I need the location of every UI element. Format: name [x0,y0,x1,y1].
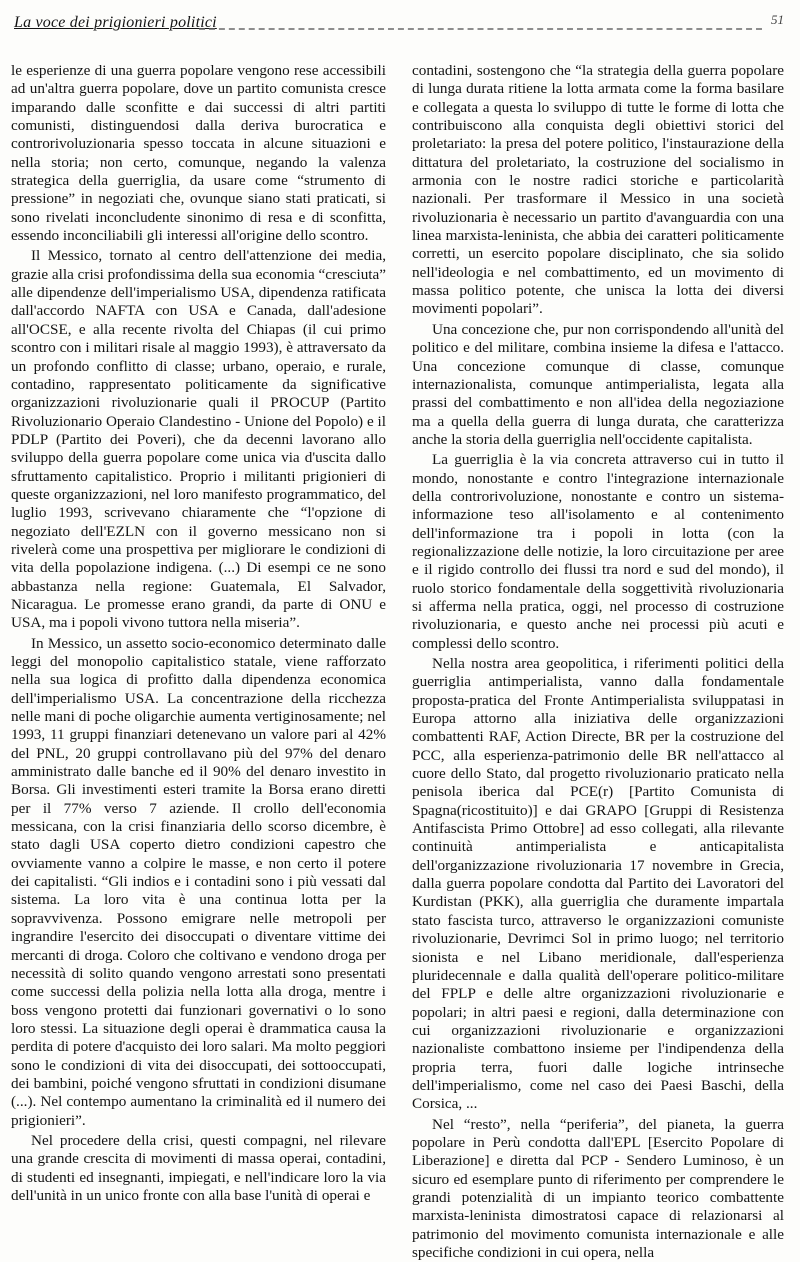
paragraph: In Messico, un assetto socio-economico determinato dalle leggi del monopolio capitalistico statale, viene rafforzato nella sua logica di profitto dalla dipendenza economica dell'imperialismo USA. La concentrazione della ricchezza nelle mani di poche oligarchie aumenta vertiginosamente; nel 1993, 11 gruppi finanziari detenevano un valore pari al 42% del PNL, 20 gruppi controllavano più del 97% del denaro amministrato dalle banche ed il 90% del denaro investito in Borsa. Gli investimenti esteri tramite la Borsa erano diretti per il 77% verso 7 aziende. Il crollo dell'economia messicana, con la crisi finanziaria dello scorso dicembre, è stato dagli USA coperto dietro condizioni capestro che ovviamente vanno a colpire le masse, e non certo il potere dei capitalisti. “Gli indios e i contadini sono i più vessati dal sistema. La loro vita è una continua lotta per la sopravvivenza. Possono emigrare nelle metropoli per ingrandire l'esercito dei disoccupati o diventare vittime dei mercanti di droga. Coloro che coltivano e vendono droga per necessità di solito quando vengono arrestati sono presentati come successi della polizia nella lotta alla droga, mentre i boss vengono protetti dai funzionari governativi o lo sono loro stessi. La situazione degli operai è drammatica causa la perdita di potere d'acquisto dei loro salari. Ma molto peggiori sono le condizioni di vita dei disoccupati, dei sottooccupati, dei bambini, poiché vengono sfruttati in condizioni disumane (...). Nel contempo aumentano la criminalità ed il numero dei prigionieri”. [11,634,386,1129]
header-rule [199,28,762,30]
paragraph: le esperienze di una guerra popolare vengono rese accessibili ad un'altra guerra popolare, dove un partito comunista cresce imparando dalle sconfitte e dai successi di altri partiti comunisti, distinguendosi dalla deriva burocratica e controrivoluzionaria spesso toccata in alcune situazioni e nella storia; non certo, comunque, negando la valenza strategica della guerriglia, da usare come “strumento di pressione” in negoziati che, ovunque siano stati praticati, si sono rivelati inconcludente sinonimo di resa e di sconfitta, essendo inconciliabili gli interessi all'origine dello scontro. [11,62,386,245]
paragraph: Nel procedere della crisi, questi compagni, nel rilevare una grande crescita di movimenti di massa operai, contadini, di studenti ed insegnanti, impiegati, e nell'indicare loro la via dell'unità in un unico fronte con alla base l'unità di operai e [11,1131,386,1204]
paragraph: Una concezione che, pur non corrispondendo all'unità del politico e del militare, combina insieme la difesa e l'attacco. Una concezione comunque di classe, comunque internazionalista, comunque antimperialista, legata alla prassi del combattimento e non all'idea della negoziazione ma a quella della guerra di lunga durata, che caratterizza anche la storia della guerriglia nell'occidente capitalista. [412,320,784,448]
paragraph: La guerriglia è la via concreta attraverso cui in tutto il mondo, nonostante e contro l'integrazione internazionale della controrivoluzione, nonostante e contro un sistema-informazione teso all'isolamento e al contenimento dell'informazione tra i popoli in lotta (con la regionalizzazione delle notizie, la loro circuitazione per aree e il rigido controllo dei flussi tra nord e sud del mondo), il ruolo storico fondamentale della soggettività rivoluzionaria si afferma nella pratica, oggi, nel processo di costruzione rivoluzionaria, e questo anche nei processi più acuti e complessi dello scontro. [412,451,784,652]
left-column [11,62,386,1205]
right-column [412,62,784,1262]
paragraph: contadini, sostengono che “la strategia della guerra popolare di lunga durata ritiene la lotta armata come la forma basilare e collegata a questa lo sviluppo di tutte le forme di lotta che contribuiscono alla conquista degli obiettivi storici del proletariato: la presa del potere politico, l'instaurazione della dittatura del proletariato, la costruzione del socialismo in armonia con le nostre radici storiche e particolarità nazionali. Per trasformare il Messico in una società rivoluzionaria è necessario un partito d'avanguardia con una linea marxista-leninista, che abbia dei caratteri politicamente corretti, un esercito popolare disciplinato, che sia solido nell'ideologia e nel combattimento, ed un movimento di massa politico potente, che unisca la lotta dei diversi movimenti popolari”. [412,62,784,318]
page-number: 51 [771,12,784,27]
running-title: La voce dei prigionieri politici [14,14,217,31]
page-header [14,12,784,38]
paragraph: Nel “resto”, nella “periferia”, del pianeta, la guerra popolare in Perù condotta dall'EPL [Esercito Popolare di Liberazione] e diretta dal PCP - Sendero Luminoso, è un sicuro ed esemplare punto di riferimento per comprendere le grandi potenzialità di un impianto teorico combattente marxista-leninista dimostratosi capace di relazionarsi al patrimonio del movimento comunista internazionale e alle specifiche condizioni in cui opera, nella [412,1115,784,1261]
paragraph: Il Messico, tornato al centro dell'attenzione dei media, grazie alla crisi profondissima della sua economia “cresciuta” alle dipendenze dell'imperialismo USA, dipendenza ratificata dall'accordo NAFTA con USA e Canada, dall'adesione all'OCSE, e alla recente rivolta del Chiapas (il cui primo scontro con i militari risale al maggio 1993), è attraversato da un profondo conflitto di classe; urbano, operaio, e rurale, contadino, rappresentato politicamente da significative organizzazioni rivoluzionarie quali il PROCUP (Partito Rivoluzionario Operaio Clandestino - Unione del Popolo) e il PDLP (Partito dei Poveri), che da decenni lavorano allo sviluppo della guerra popolare come unica via d'uscita dallo sfruttamento capitalistico. Proprio i militanti prigionieri di queste organizzazioni, nel loro manifesto programmatico, del luglio 1993, scrivevano chiaramente che “l'opzione di negoziato dell'EZLN con il governo messicano non si rivelerà come una prospettiva per migliorare le condizioni di vita della popolazione indigena. (...) Di esempi ce ne sono abbastanza nella regione: Guatemala, El Salvador, Nicaragua. Le promesse erano grandi, da parte di ONU e USA, ma i popoli vivono tuttora nella miseria”. [11,247,386,632]
paragraph: Nella nostra area geopolitica, i riferimenti politici della guerriglia antimperialista, vanno dalla fondamentale proposta-pratica del Fronte Antimperialista sviluppatasi in Europa attorno alla iniziativa delle organizzazioni combattenti RAF, Action Directe, BR per la costruzione del PCC, alla esperienza-patrimonio delle BR nell'attacco al cuore dello Stato, dal progetto rivoluzionario praticato nella penisola iberica dal PCE(r) [Partito Comunista di Spagna(ricostituito)] e dai GRAPO [Gruppi di Resistenza Antifascista Primo Ottobre] ad esso collegati, alla rilevante continuità antimperialista e anticapitalista dell'organizzazione rivoluzionaria 17 novembre in Grecia, dalla guerra popolare condotta dal Partito dei Lavoratori del Kurdistan (PKK), alla guerriglia che duramente impartala stato fascista turco, attraverso le organizzazioni comuniste rivoluzionarie, Devrimci Sol in primo luogo; nel territorio sionista e nel Libano meridionale, dall'esperienza pluridecennale e dalla qualità dell'operare politico-militare del FPLP e delle altre organizzazioni rivoluzionarie e popolari; in altri paesi e regioni, dalla determinazione con cui organizzazioni rivoluzionarie e organizzazioni nazionaliste combattono insieme per l'indipendenza della propria terra, fuori dalle logiche intrinseche dell'imperialismo, come nel caso dei Paesi Baschi, della Corsica, ... [412,655,784,1113]
